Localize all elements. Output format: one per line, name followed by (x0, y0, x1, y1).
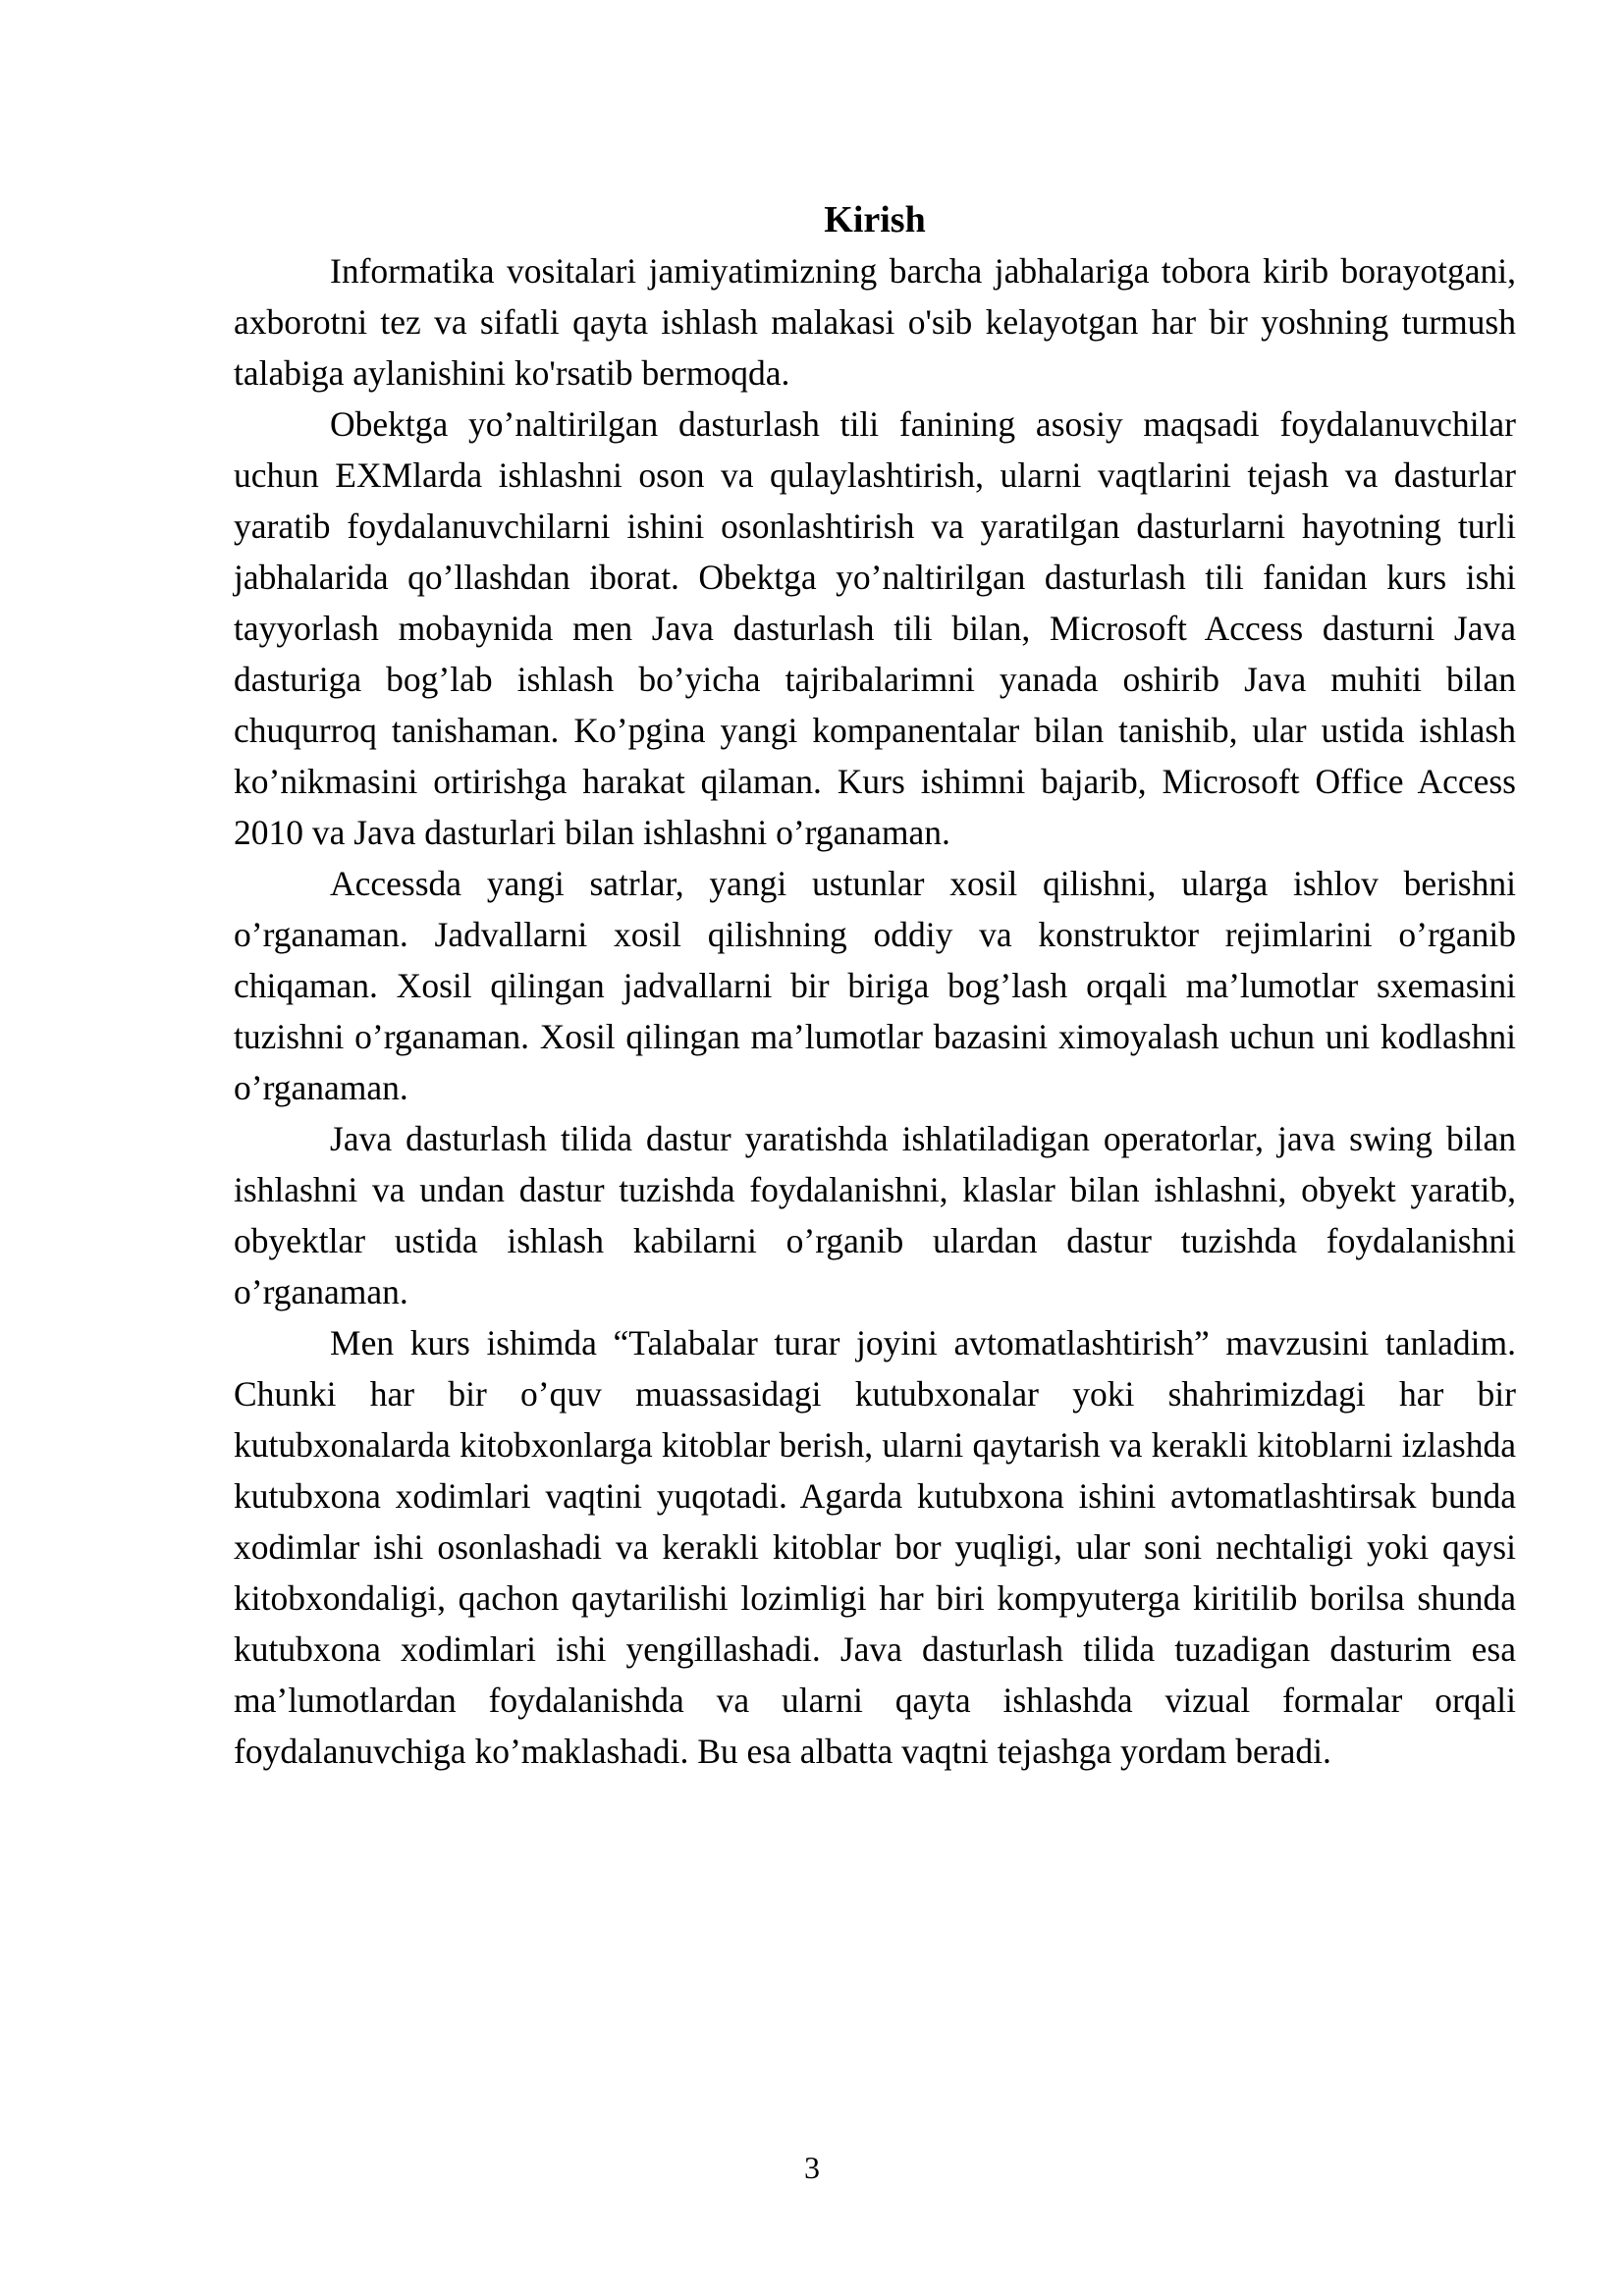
paragraph-access: Accessda yangi satrlar, yangi ustunlar xosil qilishni, ularga ishlov berishni o’rganaman. Jadvallarni xosil qilishning oddiy va konstruktor rejimlarini o’rganib chiqaman. Xosil qilingan jadvallarni bir biriga bog’lash orqali ma’lumotlar sxemasini tuzishni o’rganaman. Xosil qilingan ma’lumotlar bazasini ximoyalash uchun uni kodlashni o’rganaman. (234, 864, 1516, 1107)
section-heading: Kirish (824, 199, 926, 240)
paragraph-subject-goals: Obektga yo’naltirilgan dasturlash tili fanining asosiy maqsadi foydalanuvchilar uchun EXMlarda ishlashni oson va qulaylashtirish, ularni vaqtlarini tejash va dasturlar yaratib foydalanuvchilarni ishini osonlashtirish va yaratilgan dasturlarni hayotning turli jabhalarida qo’llashdan iborat. Obektga yo’naltirilgan dasturlash tili fanidan kurs ishi tayyorlash mobaynida men Java dasturlash tili bilan, Microsoft Access dasturni Java dasturiga bog’lab ishlash bo’yicha tajribalarimni yanada oshirib Java muhiti bilan chuqurroq tanishaman. Ko’pgina yangi kompanentalar bilan tanishib, ular ustida ishlash ko’nikmasini ortirishga harakat qilaman. Kurs ishimni bajarib, Microsoft Office Access 2010 va Java dasturlari bilan ishlashni o’rganaman. (234, 404, 1516, 852)
page-body (234, 194, 1516, 1777)
paragraph-topic: Men kurs ishimda “Talabalar turar joyini avtomatlashtirish” mavzusini tanladim. Chunki har bir o’quv muassasidagi kutubxonalar yoki shahrimizdagi har bir kutubxonalarda kitobxonlarga kitoblar berish, ularni qaytarish va kerakli kitoblarni izlashda kutubxona xodimlari vaqtini yuqotadi. Agarda kutubxona ishini avtomatlashtirsak bunda xodimlar ishi osonlashadi va kerakli kitoblar bor yuqligi, ular soni nechtaligi yoki qaysi kitobxondaligi, qachon qaytarilishi lozimligi har biri kompyuterga kiritilib borilsa shunda kutubxona xodimlari ishi yengillashadi. Java dasturlash tilida tuzadigan dasturim esa ma’lumotlardan foydalanishda va ularni qayta ishlashda vizual formalar orqali foydalanuvchiga ko’maklashadi. Bu esa albatta vaqtni tejashga yordam beradi. (234, 1323, 1516, 1771)
paragraph-java: Java dasturlash tilida dastur yaratishda ishlatiladigan operatorlar, java swing bilan ishlashni va undan dastur tuzishda foydalanishni, klaslar bilan ishlashni, obyekt yaratib, obyektlar ustida ishlash kabilarni o’rganib ulardan dastur tuzishda foydalanishni o’rganaman. (234, 1119, 1516, 1311)
paragraph-intro: Informatika vositalari jamiyatimizning barcha jabhalariga tobora kirib borayotgani, axborotni tez va sifatli qayta ishlash malakasi o'sib kelayotgan har bir yoshning turmush talabiga aylanishini ko'rsatib bermoqda. (234, 251, 1516, 393)
page-number: 3 (804, 2150, 820, 2185)
